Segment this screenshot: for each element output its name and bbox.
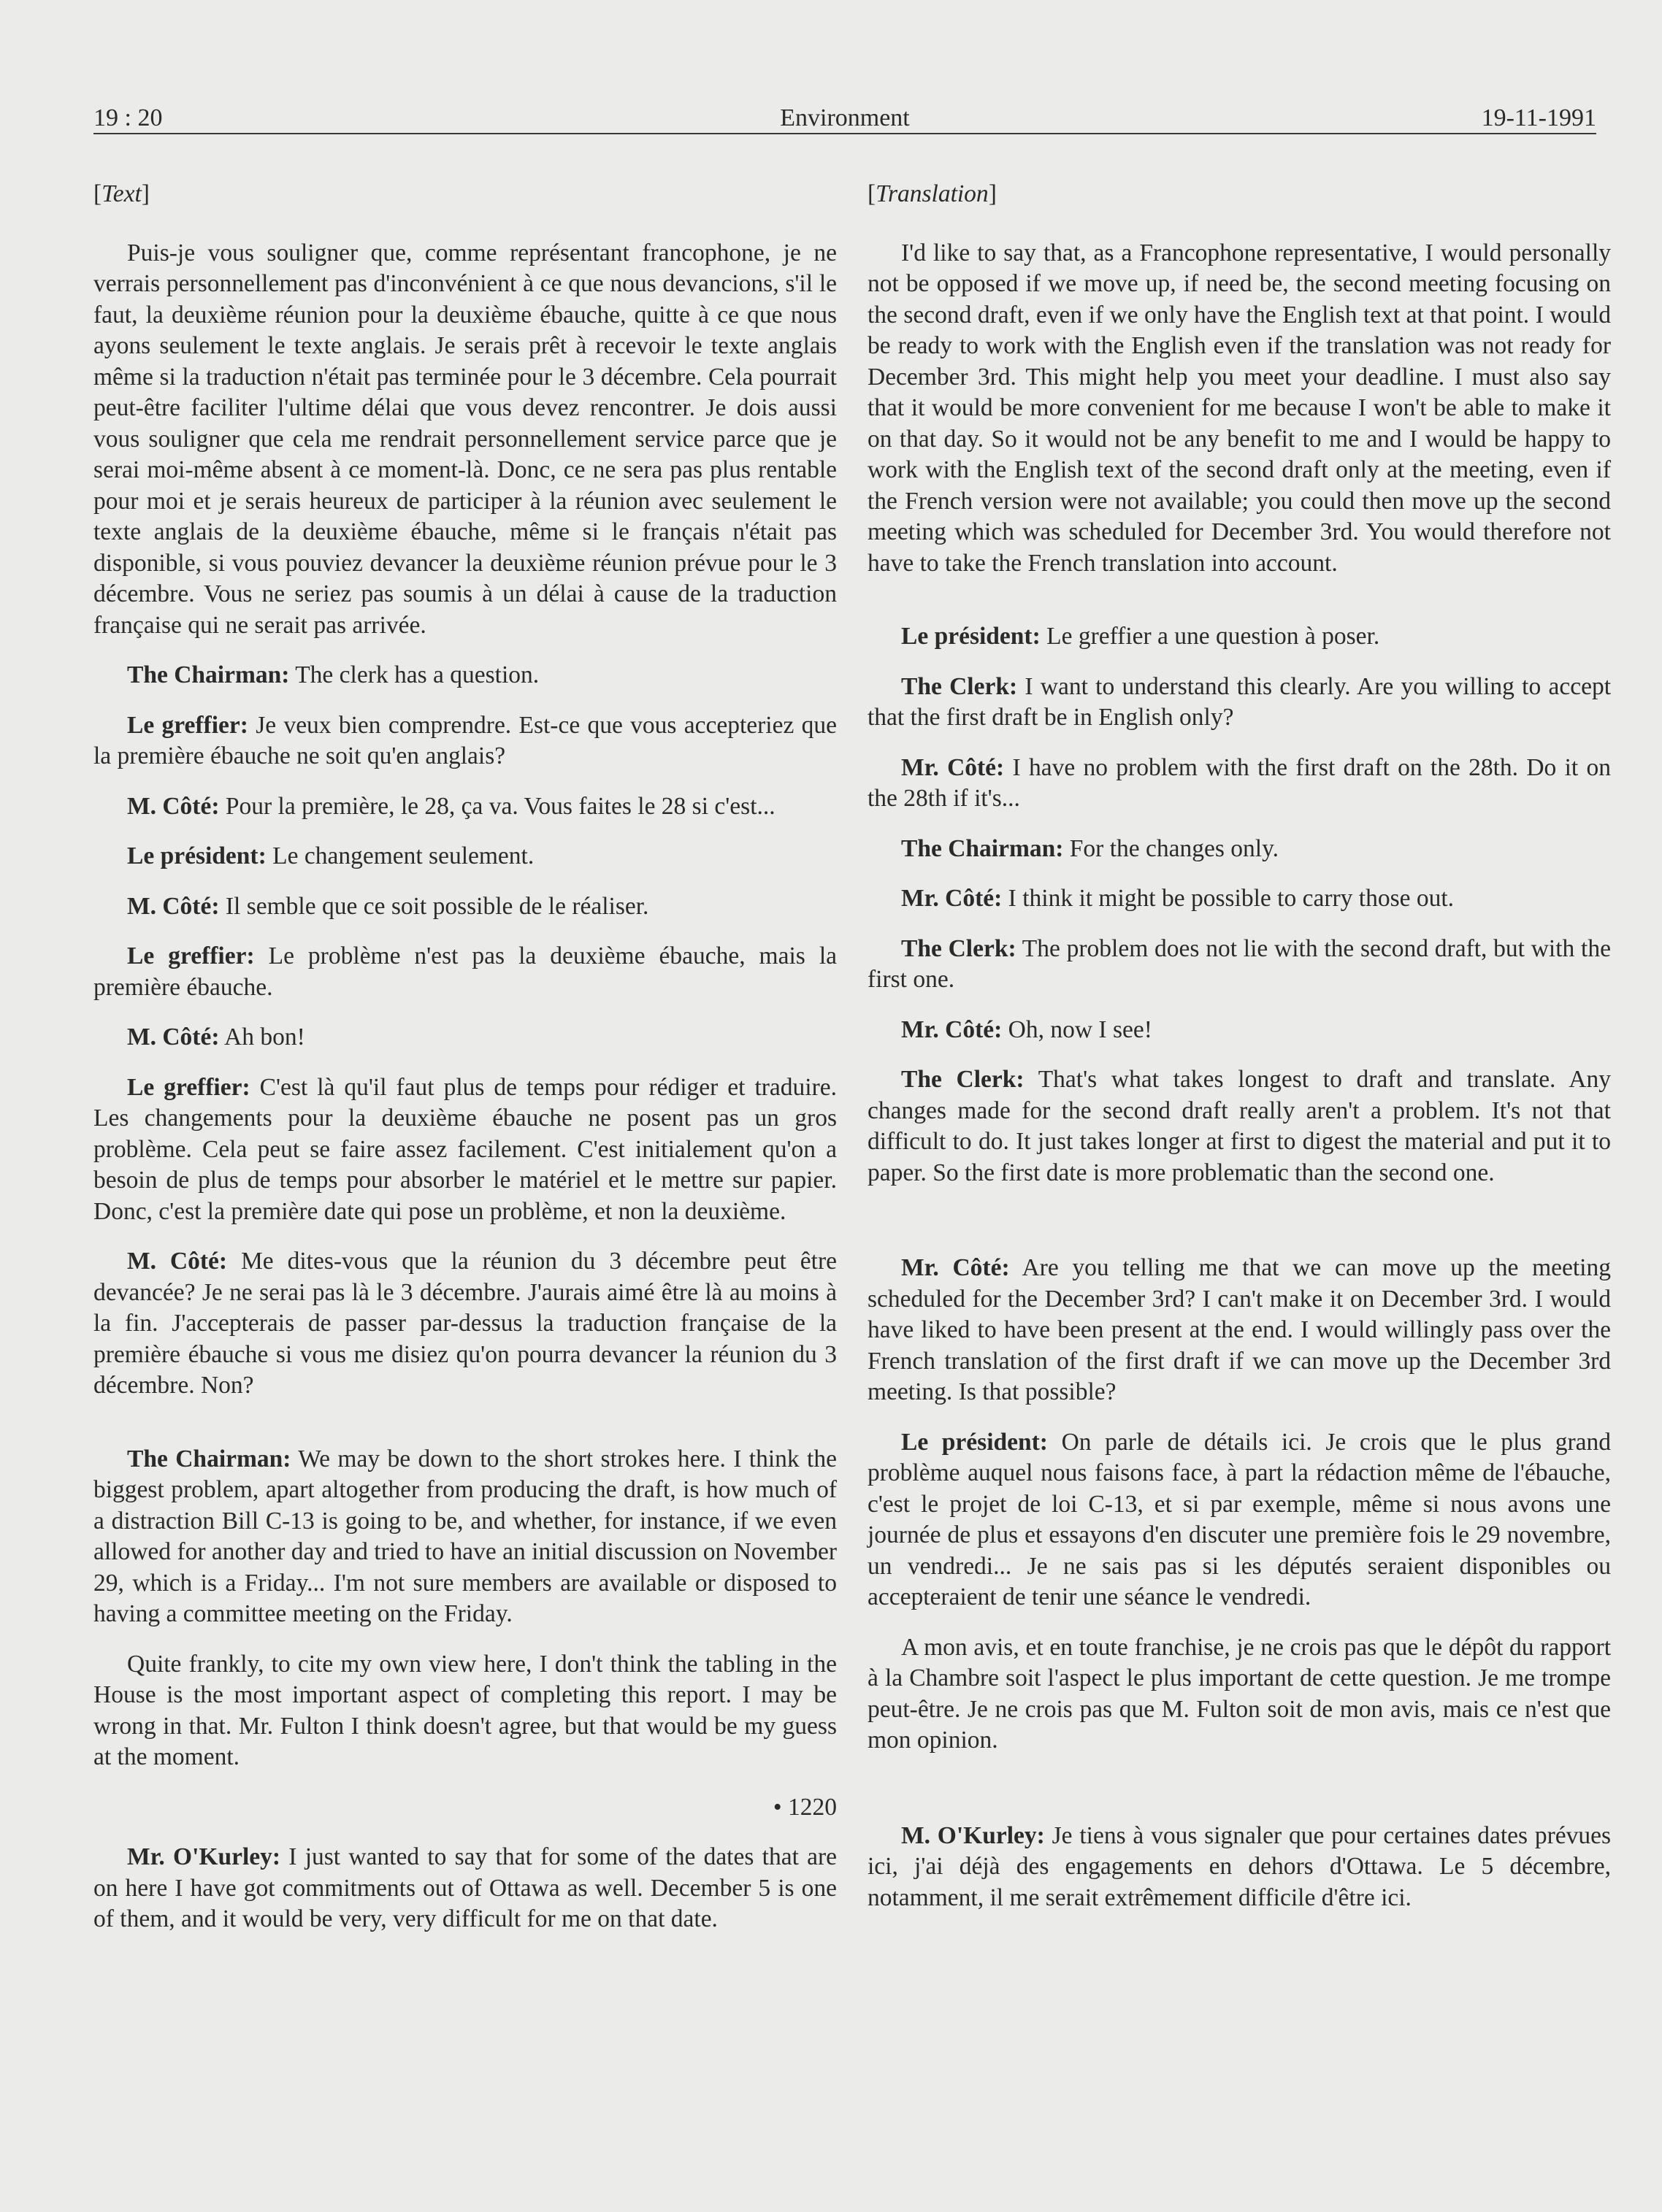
paragraph: Mr. Côté: I have no problem with the first draft on the 28th. Do it on the 28th if it's...	[868, 753, 1611, 812]
text-column	[93, 179, 837, 1935]
speaker-name: Mr. Côté:	[901, 1015, 1003, 1043]
paragraph: Le président: On parle de détails ici. Je crois que le plus grand problème auquel nous faisons face, à part la rédaction même de l'ébauche, c'est le projet de loi C-13, et si par exemple, même si nous avons une journée de plus et essayons d'en discuter une première fois le 29 novembre, un vendredi... Je ne sais pas si les députés seraient disponibles ou accepteraient de tenir une séance le vendredi.	[868, 1428, 1611, 1610]
paragraph: Le président: Le changement seulement.	[127, 842, 535, 869]
speaker-name: Le président:	[901, 623, 1041, 650]
page-header	[93, 99, 1596, 137]
paragraph: M. Côté: Pour la première, le 28, ça va. Vous faites le 28 si c'est...	[127, 792, 776, 820]
paragraph: Mr. Côté: I think it might be possible to carry those out.	[901, 885, 1455, 912]
speaker-name: Le greffier:	[127, 1073, 250, 1101]
speaker-name: Mr. O'Kurley:	[127, 1843, 281, 1870]
paragraph: Le greffier: C'est là qu'il faut plus de temps pour rédiger et traduire. Les changements pour la deuxième ébauche ne posent pas un gros problème. Cela peut se faire assez facilement. C'est initialement qu'on a besoin de plus de temps pour absorber le matériel et le mettre sur papier. Donc, c'est la première date qui pose un problème, et non la deuxième.	[93, 1073, 838, 1225]
speaker-name: The Chairman:	[901, 834, 1064, 862]
speaker-name: M. Côté:	[127, 792, 220, 820]
paragraph: Puis-je vous souligner que, comme représentant francophone, je ne verrais personnellement pas d'inconvénient à ce que nous devancions, s'il le faut, la deuxième réunion pour la deuxième ébauche, quitte à ce que nous ayons seulement le texte anglais. Je serais prêt à recevoir le texte anglais même si la traduction n'était pas terminée pour le 3 décembre. Cela pourrait peut-être faciliter l'ultime délai que vous devez rencontrer. Je dois aussi vous souligner que cela me rendrait personnellement service parce que je serai moi-même absent à ce moment-là. Donc, ce ne sera pas plus rentable pour moi et je serais heureux de participer à la réunion avec seulement le texte anglais de la deuxième ébauche, même si le français n'était pas disponible, si vous pouviez devancer la deuxième réunion prévue pour le 3 décembre. Vous ne seriez pas soumis à un délai à cause de la traduction française qui ne serait pas arrivée.	[93, 239, 837, 639]
paragraph: The Clerk: The problem does not lie with the second draft, but with the first one.	[868, 934, 1611, 993]
paragraph: Quite frankly, to cite my own view here, I don't think the tabling in the House is the most important aspect of completing this report. I may be wrong in that. Mr. Fulton I think doesn't agree, but that would be my guess at the moment.	[93, 1650, 837, 1770]
speaker-name: Mr. Côté:	[901, 1254, 1010, 1281]
speaker-name: Le greffier:	[127, 942, 255, 969]
paragraph: The Clerk: I want to understand this clearly. Are you willing to accept that the first draft be in English only?	[868, 672, 1612, 731]
header-rule	[93, 133, 1596, 134]
paragraph: Mr. O'Kurley: I just wanted to say that for some of the dates that are on here I have got commitments out of Ottawa as well. December 5 is one of them, and it would be very, very difficult for me on that date.	[93, 1843, 838, 1932]
speaker-name: The Chairman:	[127, 1445, 291, 1472]
paragraph: A mon avis, et en toute franchise, je ne crois pas que le dépôt du rapport à la Chambre soit l'aspect le plus important de cette question. Je me trompe peut-être. Je ne crois pas que M. Fulton soit de mon avis, mais ce n'est que mon opinion.	[868, 1633, 1611, 1754]
paragraph: The Chairman: For the changes only.	[901, 834, 1279, 862]
translation-column	[868, 179, 1611, 1913]
paragraph: M. Côté: Ah bon!	[127, 1024, 305, 1051]
speaker-name: Le greffier:	[127, 711, 248, 739]
speaker-name: Le président:	[127, 842, 267, 869]
paragraph: The Chairman: We may be down to the short strokes here. I think the biggest problem, apart altogether from producing the draft, is how much of a distraction Bill C-13 is going to be, and whether, for instance, if we even allowed for another day and tried to have an initial discussion on November 29, which is a Friday... I'm not sure members are available or disposed to having a committee meeting on the Friday.	[93, 1445, 837, 1627]
speaker-name: Le président:	[901, 1428, 1048, 1456]
speaker-name: M. Côté:	[127, 892, 220, 920]
paragraph: Mr. Côté: Are you telling me that we can move up the meeting scheduled for the December 3rd? I can't make it on December 3rd. I would have liked to have been present at the end. I would willingly pass over the French translation of the first draft if we can move up the December 3rd meeting. Is that possible?	[868, 1254, 1611, 1405]
paragraph: I'd like to say that, as a Francophone representative, I would personally not be opposed if we move up, if need be, the second meeting focusing on the second draft, even if we only have the English text at that point. I would be ready to work with the English even if the translation was not ready for December 3rd. This might help you meet your deadline. I must also say that it would be more convenient for me because I won't be able to make it on that day. So it would not be any benefit to me and I would be happy to work with the English text of the second draft only at the meeting, even if the French version were not available; you could then move up the second meeting which was scheduled for December 3rd. You would therefore not have to take the French translation into account.	[868, 239, 1611, 577]
speaker-name: Mr. Côté:	[901, 885, 1003, 912]
page-number: 19 : 20	[93, 104, 163, 131]
speaker-name: Mr. Côté:	[901, 753, 1005, 781]
page-title: Environment	[780, 104, 910, 131]
speaker-name: The Clerk:	[901, 672, 1018, 700]
paragraph: Mr. Côté: Oh, now I see!	[901, 1015, 1152, 1043]
speaker-name: M. Côté:	[127, 1024, 220, 1051]
paragraph: The Clerk: That's what takes longest to draft and translate. Any changes made for the second draft really aren't a problem. It's not that difficult to do. It just takes longer at first to digest the material and put it to paper. So the first date is more problematic than the second one.	[868, 1066, 1611, 1186]
document-date: 19-11-1991	[1481, 104, 1596, 131]
speaker-name: M. Côté:	[127, 1248, 228, 1275]
speaker-name: The Clerk:	[901, 1066, 1025, 1093]
paragraph: Le greffier: Je veux bien comprendre. Est-ce que vous accepteriez que la première ébauche ne soit qu'en anglais?	[93, 711, 838, 769]
speaker-name: M. O'Kurley:	[901, 1821, 1045, 1849]
paragraph: Le président: Le greffier a une question à poser.	[901, 623, 1380, 650]
time-marker: • 1220	[773, 1793, 837, 1821]
paragraph: M. O'Kurley: Je tiens à vous signaler que pour certaines dates prévues ici, j'ai déjà des engagements en dehors d'Ottawa. Le 5 décembre, notamment, il me serait extrêmement difficile d'être ici.	[868, 1821, 1612, 1911]
speaker-name: The Clerk:	[901, 934, 1016, 962]
speaker-name: The Chairman:	[127, 661, 290, 688]
paragraph: Le greffier: Le problème n'est pas la deuxième ébauche, mais la première ébauche.	[93, 942, 837, 1001]
section-label: [Text]	[93, 180, 150, 207]
section-label: [Translation]	[868, 180, 997, 207]
paragraph: The Chairman: The clerk has a question.	[127, 661, 540, 688]
paragraph: M. Côté: Me dites-vous que la réunion du 3 décembre peut être devancée? Je ne serai pas là le 3 décembre. J'aurais aimé être là au moins à la fin. J'accepterais de passer par-dessus la traduction française de la première ébauche si vous me disiez qu'on pourra devancer la réunion du 3 décembre. Non?	[93, 1248, 837, 1399]
paragraph: M. Côté: Il semble que ce soit possible de le réaliser.	[127, 892, 649, 920]
